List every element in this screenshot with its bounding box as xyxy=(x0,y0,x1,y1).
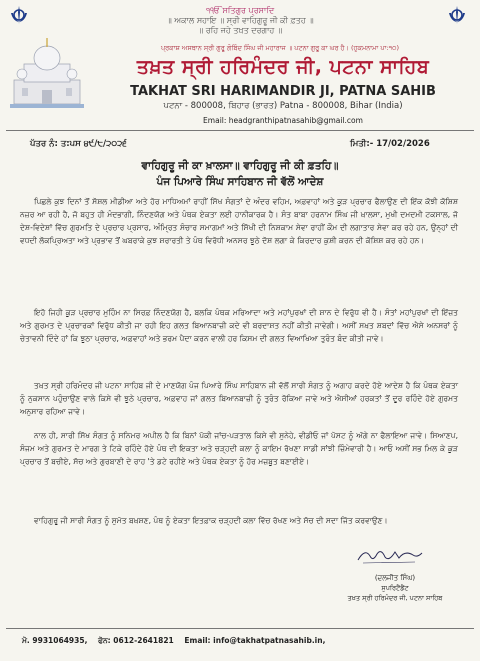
footer-email: Email: info@takhatpatnasahib.in, xyxy=(184,636,326,645)
signatory-place: ਤਖ਼ਤ ਸ੍ਰੀ ਹਰਿਮੰਦਰ ਜੀ, ਪਟਨਾ ਸਾਹਿਬ xyxy=(347,594,443,602)
header-divider xyxy=(6,130,474,131)
signatory-name: (ਦਲਜੀਤ ਸਿੰਘ) xyxy=(374,574,416,582)
title-english: TAKHAT SRI HARIMANDIR JI, PATNA SAHIB xyxy=(130,84,436,99)
khanda-icon xyxy=(8,4,30,26)
address: ਪਟਨਾ - 800008, ਬਿਹਾਰ (ਭਾਰਤ) Patna - 800008, Bihar (India) xyxy=(163,101,403,111)
gurdwara-illustration xyxy=(8,30,86,110)
invocation-line-1: ੧ੴ ਸਤਿਗੁਰ ਪ੍ਰਸਾਦਿ xyxy=(205,6,275,15)
khanda-icon xyxy=(446,4,468,26)
paragraph-4: ਨਾਲ ਹੀ, ਸਾਰੀ ਸਿੱਖ ਸੰਗਤ ਨੂੰ ਸਨਿਮਰ ਅਪੀਲ ਹੈ ਕਿ ਬਿਨਾਂ ਪੱਕੀ ਜਾਂਚ-ਪੜਤਾਲ ਕਿਸੇ ਵੀ ਸੁਨੇਹੇ, ਵੀਡੀਓ ਜਾਂ ਪੋਸਟ ਨੂੰ ਅੱਗੇ ਨਾ ਫੈਲਾਇਆ ਜਾਵੇ। ਸਿਆਣਪ, ਸੰਜਮ ਅਤੇ ਗੁਰਮਤ ਦੇ ਮਾਰਗ ਤੇ ਟਿਕੇ ਰਹਿੰਦੇ ਹੋਏ ਪੰਥ ਦੀ ਇਕਤਾ ਅਤੇ ਚੜ੍ਹਦੀ ਕਲਾ ਨੂੰ ਕਾਇਮ ਰੱਖਣਾ ਸਾਡੀ ਸਾਂਝੀ ਜ਼ਿੰਮੇਵਾਰੀ ਹੈ। ਆਓ ਅਸੀਂ ਸਭ ਮਿਲ ਕੇ ਕੂੜ ਪ੍ਰਚਾਰ ਤੋਂ ਬਚੀਏ, ਸੱਚ ਅਤੇ ਗੁਰਬਾਣੀ ਦੇ ਰਾਹ 'ਤੇ ਡਟੇ ਰਹੀਏ ਅਤੇ ਪੰਥਕ ਏਕਤਾ ਨੂੰ ਹੋਰ ਮਜ਼ਬੂਤ ਬਣਾਈਏ। xyxy=(20,431,458,466)
invocation-line-2: ॥ ਅਕਾਲ ਸਹਾਇ ॥ ਸ੍ਰੀ ਵਾਹਿਗੁਰੂ ਜੀ ਕੀ ਫ਼ਤਹ ॥ xyxy=(166,16,314,25)
motto: ਪ੍ਰਕਾਸ਼ ਅਸਥਾਨ ਸ੍ਰੀ ਗੁਰੂ ਗੋਬਿੰਦ ਸਿੰਘ ਜੀ ਮਹਾਰਾਜ ॥ ਪਟਨਾ ਗੁਰੂ ਕਾ ਘਰ ਹੈ। (ਹੁਕਮਨਾਮਾ ਪਾ:੧੦) xyxy=(160,44,400,52)
footer-contact xyxy=(22,636,462,646)
title-punjabi: ਤਖ਼ਤ ਸ੍ਰੀ ਹਰਿਮੰਦਰ ਜੀ, ਪਟਨਾ ਸਾਹਿਬ xyxy=(136,56,430,78)
paragraph-3: ਤਖ਼ਤ ਸ੍ਰੀ ਹਰਿਮੰਦਰ ਜੀ ਪਟਨਾ ਸਾਹਿਬ ਜੀ ਦੇ ਮਾਣਯੋਗ ਪੰਜ ਪਿਆਰੇ ਸਿੰਘ ਸਾਹਿਬਾਨ ਜੀ ਵੱਲੋਂ ਸਾਰੀ ਸੰਗਤ ਨੂੰ ਅਗਾਹ ਕਰਦੇ ਹੋਏ ਆਦੇਸ਼ ਹੈ ਕਿ ਪੰਥਕ ਏਕਤਾ ਨੂੰ ਨੁਕਸਾਨ ਪਹੁੰਚਾਉਣ ਵਾਲੇ ਕਿਸੇ ਵੀ ਝੂਠੇ ਪ੍ਰਚਾਰ, ਅਫ਼ਵਾਹ ਜਾਂ ਗਲਤ ਬਿਆਨਬਾਜ਼ੀ ਨੂੰ ਤੁਰੰਤ ਰੋਕਿਆ ਜਾਵੇ ਅਤੇ ਐਸੀਆਂ ਹਰਕਤਾਂ ਤੋਂ ਦੂਰ ਰਹਿੰਦੇ ਹੋਏ ਗੁਰਮਤ ਅਨੁਸਾਰ ਰਹਿਆ ਜਾਵੇ। xyxy=(20,381,458,416)
signatory-role: ਸੁਪਰਿਟੈਂਡੈਂਟ xyxy=(381,584,409,592)
handwritten-signature xyxy=(355,546,425,566)
footer-divider xyxy=(6,628,474,629)
salutation: ਵਾਹਿਗੁਰੂ ਜੀ ਕਾ ਖ਼ਾਲਸਾ॥ ਵਾਹਿਗੁਰੂ ਜੀ ਕੀ ਫ਼ਤਹਿ॥ xyxy=(141,160,339,172)
paragraph-5: ਵਾਹਿਗੁਰੂ ਜੀ ਸਾਰੀ ਸੰਗਤ ਨੂੰ ਸੁਮੱਤ ਬਖ਼ਸ਼ਣ, ਪੰਥ ਨੂੰ ਏਕਤਾ ਇਤਫ਼ਾਕ ਚੜ੍ਹਦੀ ਕਲਾ ਵਿੱਚ ਰੱਖਣ ਅਤੇ ਸੱਚ ਦੀ ਸਦਾ ਜਿੱਤ ਕਰਵਾਉਣ। xyxy=(34,516,388,525)
paragraph-1: ਪਿਛਲੇ ਕੁਝ ਦਿਨਾਂ ਤੋਂ ਸੋਸ਼ਲ ਮੀਡੀਆ ਅਤੇ ਹੋਰ ਮਾਧਿਅਮਾਂ ਰਾਹੀਂ ਸਿੱਖ ਸੰਗਤਾਂ ਦੇ ਅੰਦਰ ਵਹਿਮ, ਅਫ਼ਵਾਹਾਂ ਅਤੇ ਕੂੜ ਪ੍ਰਚਾਰ ਫੈਲਾਉਣ ਦੀ ਇੱਕ ਕੋਝੀ ਕੋਸ਼ਿਸ਼ ਨਜ਼ਰ ਆ ਰਹੀ ਹੈ, ਜੋ ਬਹੁਤ ਹੀ ਮੰਦਭਾਗੀ, ਨਿੰਦਣਯੋਗ ਅਤੇ ਪੰਥਕ ਏਕਤਾ ਲਈ ਹਾਨੀਕਾਰਕ ਹੈ। ਸੰਤ ਬਾਬਾ ਹਰਨਾਮ ਸਿੰਘ ਜੀ ਖ਼ਾਲਸਾ, ਮੁਖੀ ਦਮਦਮੀ ਟਕਸਾਲ, ਜੋ ਦੇਸ਼-ਵਿਦੇਸ਼ਾਂ ਵਿੱਚ ਗੁਰਮਤਿ ਦੇ ਪ੍ਰਚਾਰ ਪ੍ਰਸਾਰ, ਅੰਮ੍ਰਿਤ ਸੰਚਾਰ ਸਮਾਗਮਾਂ ਅਤੇ ਸਿੱਖੀ ਦੀ ਨਿਸ਼ਕਾਮ ਸੇਵਾ ਰਾਹੀਂ ਕੌਮ ਦੀ ਲਗਾਤਾਰ ਸੇਵਾ ਕਰ ਰਹੇ ਹਨ, ਉਨ੍ਹਾਂ ਦੀ ਵਧਦੀ ਲੋਕਪ੍ਰਿਅਤਾ ਅਤੇ ਪ੍ਰਭਾਵ ਤੋਂ ਘਬਰਾਕੇ ਕੁਝ ਸ਼ਰਾਰਤੀ ਤੇ ਪੰਥ ਵਿਰੋਧੀ ਅਨਸਰ ਝੂਠੇ ਦੋਸ਼ ਲਗਾ ਕੇ ਕਿਰਦਾਰ ਕੁਸ਼ੀ ਕਰਨ ਦੀ ਕੋਸ਼ਿਸ਼ ਕਰ ਰਹੇ ਹਨ। xyxy=(20,197,458,245)
letter-date: ਮਿਤੀ:- 17/02/2026 xyxy=(350,139,430,149)
email-header: Email: headgranthipatnasahib@gmail.com xyxy=(203,116,363,125)
invocation xyxy=(120,6,360,36)
footer-phone: ਫੋਨ: 0612-2641821 xyxy=(98,636,174,645)
invocation-line-3: ॥ ਰਹਿ ਜਹੇ ਤਖ਼ਤ ਦਰਗਾਹ ॥ xyxy=(197,26,283,35)
footer-mobile: ਮੋ. 9931064935, xyxy=(22,636,88,645)
letter-heading: ਪੰਜ ਪਿਆਰੇ ਸਿੰਘ ਸਾਹਿਬਾਨ ਜੀ ਵੱਲੋਂ ਆਦੇਸ਼ xyxy=(156,176,324,188)
reference-number: ਪੱਤਰ ਨੰ: ਤ:ਪਸ ੪੯/੮/੨੦੨੬ xyxy=(30,139,127,149)
paragraph-2: ਇਹੋ ਜਿਹੀ ਕੂੜ ਪ੍ਰਚਾਰ ਮੁਹਿੰਮ ਨਾ ਸਿਰਫ਼ ਨਿੰਦਣਯੋਗ ਹੈ, ਬਲਕਿ ਪੰਥਕ ਮਰਿਆਦਾ ਅਤੇ ਮਹਾਂਪੁਰਖਾਂ ਦੀ ਸ਼ਾਨ ਦੇ ਵਿਰੁੱਧ ਵੀ ਹੈ। ਸੰਤਾਂ ਮਹਾਂਪੁਰਖਾਂ ਦੀ ਇੱਜ਼ਤ ਅਤੇ ਗੁਰਮਤ ਦੇ ਪ੍ਰਚਾਰਕਾਂ ਵਿਰੁੱਧ ਕੀਤੀ ਜਾ ਰਹੀ ਇਹ ਗਲਤ ਬਿਆਨਬਾਜ਼ੀ ਕਦੇ ਵੀ ਬਰਦਾਸ਼ਤ ਨਹੀਂ ਕੀਤੀ ਜਾਵੇਗੀ। ਅਸੀਂ ਸਖ਼ਤ ਸ਼ਬਦਾਂ ਵਿੱਚ ਐਸੇ ਅਨਸਰਾਂ ਨੂੰ ਚੇਤਾਵਨੀ ਦਿੰਦੇ ਹਾਂ ਕਿ ਝੂਠਾ ਪ੍ਰਚਾਰ, ਅਫ਼ਵਾਹਾਂ ਅਤੇ ਭਰਮ ਪੈਦਾ ਕਰਨ ਵਾਲੀ ਹਰ ਕਿਸਮ ਦੀ ਗਲਤ ਵਿਆਖਿਆ ਤੁਰੰਤ ਬੰਦ ਕੀਤੀ ਜਾਵੇ। xyxy=(20,308,458,343)
